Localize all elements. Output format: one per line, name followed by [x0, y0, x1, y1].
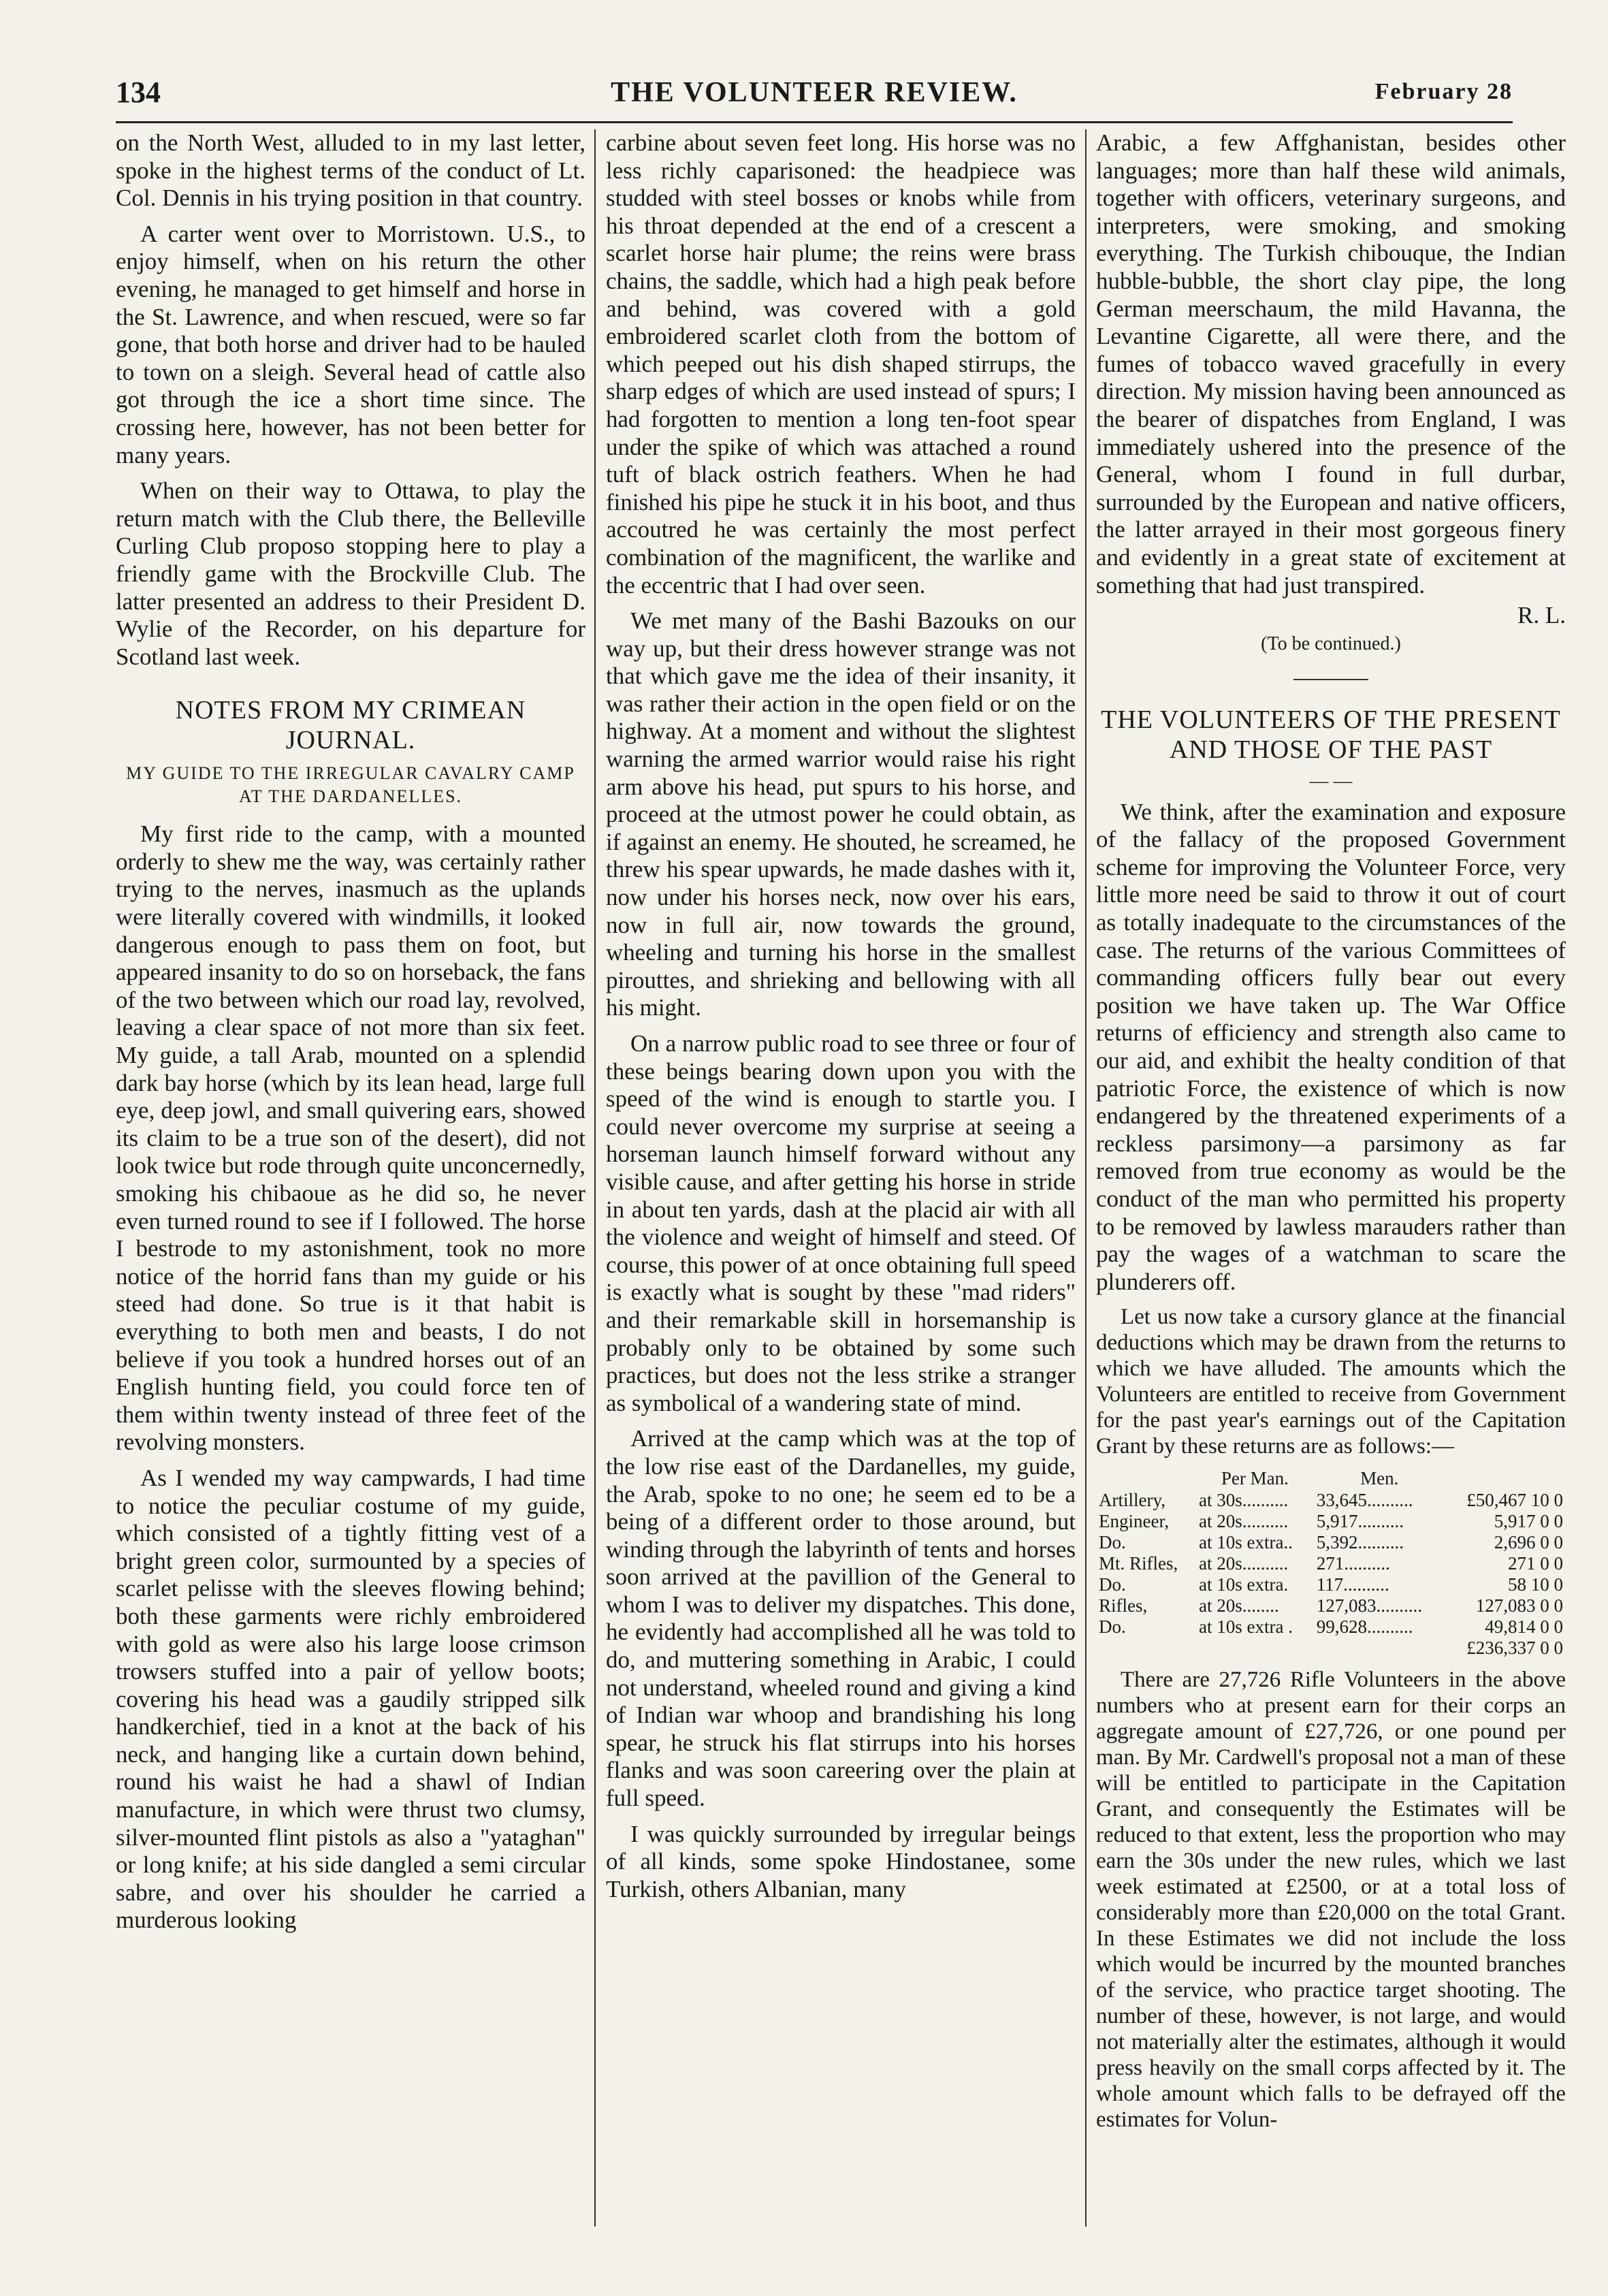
- table-row: [1096, 1574, 1566, 1595]
- signature-line: [1096, 602, 1566, 629]
- table-cell: Do.: [1099, 1616, 1126, 1638]
- table-cell: 271 0 0: [1508, 1553, 1563, 1574]
- table-cell: 58 10 0: [1508, 1574, 1563, 1595]
- table-row: [1096, 1553, 1566, 1574]
- table-cell: 117..........: [1316, 1574, 1389, 1595]
- table-header-row: [1096, 1467, 1566, 1490]
- table-row: [1096, 1490, 1566, 1511]
- paragraph: As I wended my way campwards, I had time to notice the peculiar costume of my guide, which consisted of a tightly fitting vest of a bright green color, surmounted by a species of scarlet pelisse with the sleeves flowing behind; both these garments were richly embroidered with gold as were also his large loose crimson trowsers stuffed into a pair of yellow boots; covering his head was a gaudily stripped silk handkerchief, tied in a knot at the back of his neck, and hanging like a curtain down behind, round his waist he had a shawl of Indian manufacture, in which were thrust two clumsy, silver-mounted flint pistols as also a "yataghan" or long knife; at his side dangled a semi circular sabre, and over his shoulder he carried a murderous looking: [116, 1464, 585, 1934]
- table-cell: at 30s..........: [1199, 1490, 1289, 1511]
- running-title: THE VOLUNTEER REVIEW.: [611, 77, 1018, 108]
- table-header: Per Man.: [1221, 1468, 1289, 1489]
- header-rule: [116, 121, 1513, 123]
- table-cell: at 20s..........: [1199, 1553, 1289, 1574]
- paragraph: We met many of the Bashi Bazouks on our way up, but their dress however strange was not that which gave me the idea of their insanity, it was rather their action in the open field or on the highway. At a moment and without the slightest warning the armed warrior would raise his right arm above his head, put spurs to his horse, and proceed at the utmost power he could obtain, as if against an enemy. He shouted, he screamed, he threw his spear upwards, he made dashes with it, now under his horses neck, now over his ears, now in full air, now towards the ground, wheeling and turning his horse in the smallest pirouttes, and shrieking and bellowing with all his might.: [606, 607, 1076, 1021]
- table-cell: Artillery,: [1099, 1490, 1165, 1511]
- paragraph: We think, after the examination and exposure of the fallacy of the proposed Government scheme for improving the Volunteer Force, very little more need be said to throw it out of court as totally inadequate to the circumstances of the case. The returns of the various Committees of commanding officers fully bear out every position we have taken up. The War Office returns of efficiency and strength also came to our aid, and exhibit the healty condition of that patriotic Force, the existence of which is now endangered by the threatened experiments of a reckless parsimony—a parsimony as far removed from true economy as would be the conduct of the man who permitted his property to be removed by lawless marauders rather than pay the wages of a watchman to scare the plunderers off.: [1096, 798, 1566, 1295]
- paragraph: I was quickly surrounded by irregular beings of all kinds, some spoke Hindostanee, some Turkish, others Albanian, many: [606, 1820, 1076, 1902]
- paragraph: Arabic, a few Affghanistan, besides other languages; more than half these wild animals, together with officers, veterinary surgeons, and interpreters, were smoking, and smoking everything. The Turkish chibouque, the Indian hubble-bubble, the short clay pipe, the long German meerschaum, the mild Havanna, the Levantine Cigarette, all were there, and the fumes of tobacco waved gracefully in every direction. My mission having been announced as the bearer of dispatches from England, I was immediately ushered into the presence of the General, whom I found in full durbar, surrounded by the European and native officers, the latter arrayed in their most gorgeous finery and evidently in a great state of excitement at something that had just transpired.: [1096, 129, 1566, 599]
- article-title: NOTES FROM MY CRIMEAN JOURNAL.: [175, 696, 526, 755]
- table-header: [1096, 1467, 1196, 1490]
- table-cell: at 10s extra .: [1199, 1616, 1293, 1638]
- page-number: 134: [116, 76, 161, 109]
- table-cell: 99,628..........: [1316, 1616, 1413, 1638]
- article-subtitle: MY GUIDE TO THE IRREGULAR CAVALRY CAMP AT THE DARDANELLES.: [126, 763, 575, 807]
- table-cell: 49,814 0 0: [1485, 1616, 1563, 1638]
- table-cell: Mt. Rifles,: [1099, 1553, 1178, 1574]
- table-cell: Rifles,: [1099, 1595, 1148, 1616]
- paragraph: A carter went over to Morristown. U.S., to enjoy himself, when on his return the other evening, he managed to get himself and horse in the St. Lawrence, and when rescued, were so far gone, that both horse and driver had to be hauled to town on a sleigh. Several head of cattle also got through the ice a short time since. The crossing here, however, has not been better for many years.: [116, 220, 585, 468]
- table-row: [1096, 1616, 1566, 1638]
- paragraph: My first ride to the camp, with a mounted orderly to shew me the way, was certainly rather trying to the nerves, inasmuch as the uplands were literally covered with windmills, it looked dangerous enough to pass them on foot, but appeared insanity to do so on horseback, the fans of the two between which our road lay, revolved, leaving a clear space of not more than six feet. My guide, a tall Arab, mounted on a splendid dark bay horse (which by its lean head, large full eye, deep jowl, and small quivering ears, showed its claim to be a true son of the desert), did not look twice but rode through quite unconcernedly, smoking his chibaoue as he did so, he never even turned round to see if I followed. The horse I bestrode to my astonishment, took no more notice of the horrid fans than my guide or his steed had done. So true is it that habit is everything to both men and beasts, I do not believe if you took a hundred horses out of an English hunting field, you could force ten of them within twenty instead of three feet of the revolving monsters.: [116, 820, 585, 1456]
- title-dash: — —: [1309, 770, 1353, 792]
- column-divider: [1085, 129, 1087, 2227]
- table-total: £236,337 0 0: [1466, 1638, 1563, 1659]
- section-rule: [1293, 679, 1368, 680]
- paragraph: There are 27,726 Rifle Volunteers in the above numbers who at present earn for their corps an aggregate amount of £27,726, or one pound per man. By Mr. Cardwell's proposal not a man of these will be entitled to participate in the Capitation Grant, and consequently the Estimates will be reduced to that extent, less the proportion who may earn the 30s under the new rules, which we last week estimated at £2500, or at a total loss of considerably more than £20,000 on the total Grant. In these Estimates we did not include the loss which would be incurred by the mounted branches of the service, who practice target shooting. The number of these, however, is not large, and would not materially alter the estimates, although it would press heavily on the small corps affected by it. The whole amount which falls to be defrayed off the estimates for Volun-: [1096, 1668, 1566, 2133]
- table-cell: 127,083..........: [1316, 1595, 1422, 1616]
- table-header: Men.: [1360, 1468, 1399, 1489]
- column-1: [116, 129, 585, 2227]
- table-cell: at 10s extra..: [1199, 1532, 1293, 1553]
- table-cell: Do.: [1099, 1532, 1126, 1553]
- column-3: [1096, 129, 1566, 2227]
- table-row: [1096, 1595, 1566, 1616]
- paragraph: On a narrow public road to see three or four of these beings bearing down upon you with the speed of the wind is enough to startle you. I could never overcome my surprise at seeing a horseman launch himself forward without any visible cause, and after getting his horse in stride in about ten yards, dash at the placid air with all the violence and weight of himself and steed. Of course, this power of at once obtaining full speed is exactly what is sought by these "mad riders" and their remarkable skill in horsemanship is probably only to be obtained by some such practices, but does not the less strike a stranger as symbolical of a wandering state of mind.: [606, 1030, 1076, 1416]
- page-header: [116, 68, 1513, 116]
- table-total-row: [1096, 1638, 1566, 1659]
- table-cell: at 10s extra.: [1199, 1574, 1289, 1595]
- table-cell: at 20s..........: [1199, 1511, 1289, 1532]
- column-2: [606, 129, 1076, 2227]
- table-cell: Do.: [1099, 1574, 1126, 1595]
- paragraph: Let us now take a cursory glance at the financial deductions which may be drawn from the returns to which we have alluded. The amounts which the Volunteers are entitled to receive from Government for the past year's earnings out of the Capitation Grant by these returns are as follows:—: [1096, 1305, 1566, 1459]
- paragraph: Arrived at the camp which was at the top of the low rise east of the Dardanelles, my guide, the Arab, spoke to no one; he seem ed to be a being of a different order to those around, but winding through the labyrinth of tents and horses soon arrived at the pavillion of the General to whom I was to deliver my dispatches. This done, he evidently had accomplished all he was told to do, and muttering something in Arabic, I could not understand, wheeled round and giving a kind of Indian war whoop and brandishing his long spear, he struck his flat stirrups into his horses flanks and was soon careering over the plain at full speed.: [606, 1425, 1076, 1812]
- table-cell: at 20s........: [1199, 1595, 1279, 1616]
- paragraph: When on their way to Ottawa, to play the return match with the Club there, the Belleville Curling Club proposo stopping here to play a friendly game with the Brockville Club. The latter presented an address to their President D. Wylie of the Recorder, on his departure for Scotland last week.: [116, 477, 585, 670]
- table-cell: Engineer,: [1099, 1511, 1170, 1532]
- table-row: [1096, 1532, 1566, 1553]
- capitation-table: [1096, 1467, 1566, 1659]
- table-header: [1445, 1467, 1566, 1490]
- issue-date: February 28: [1374, 79, 1513, 104]
- table-cell: 2,696 0 0: [1494, 1532, 1563, 1553]
- table-cell: 5,917 0 0: [1494, 1511, 1563, 1532]
- table-cell: 5,392..........: [1316, 1532, 1404, 1553]
- table-row: [1096, 1511, 1566, 1532]
- article-title: THE VOLUNTEERS OF THE PRESENT AND THOSE OF THE PAST: [1101, 705, 1561, 764]
- paragraph: carbine about seven feet long. His horse was no less richly caparisoned: the headpiece was studded with steel bosses or knobs while from his throat depended at the end of a crescent a scarlet horse hair plume; the reins were brass chains, the saddle, which had a high peak before and behind, was covered with a gold embroidered scarlet cloth from the bottom of which peeped out his dish shaped stirrups, the sharp edges of which are used instead of spurs; I had forgotten to mention a long ten-foot spear under the spike of which was attached a round tuft of black ostrich feathers. When he had finished his pipe he stuck it in his boot, and thus accoutred he was certainly the most perfect combination of the magnificent, the warlike and the eccentric that I had over seen.: [606, 129, 1076, 599]
- continued-note: (To be continued.): [1261, 633, 1401, 655]
- table-cell: 33,645..........: [1316, 1490, 1413, 1511]
- signature: R. L.: [1517, 602, 1566, 629]
- paragraph: on the North West, alluded to in my last letter, spoke in the highest terms of the conduct of Lt. Col. Dennis in his trying position in that country.: [116, 129, 585, 212]
- table-cell: 127,083 0 0: [1475, 1595, 1563, 1616]
- table-cell: 271..........: [1316, 1553, 1390, 1574]
- column-divider: [594, 129, 596, 2227]
- table-cell: £50,467 10 0: [1466, 1490, 1563, 1511]
- table-cell: 5,917..........: [1316, 1511, 1404, 1532]
